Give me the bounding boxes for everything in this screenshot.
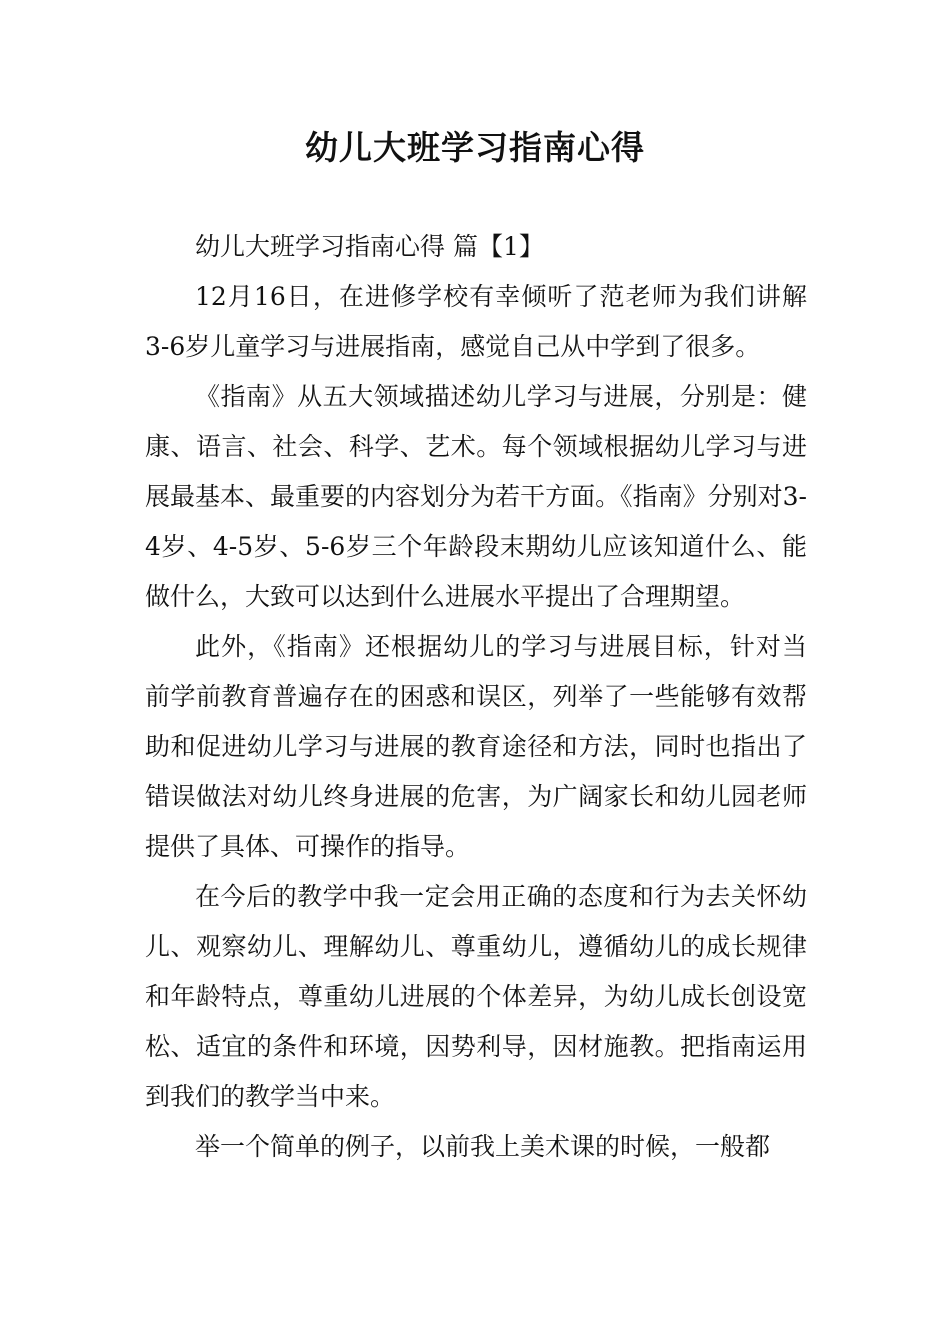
document-title: 幼儿大班学习指南心得 (305, 128, 645, 167)
paragraph: 举一个简单的例子，以前我上美术课的时候，一般都 (195, 1132, 771, 1161)
paragraph: 此外，《指南》还根据幼儿的学习与进展目标，针对当前学前教育普遍存在的困惑和误区，列举了一些能够有效帮助和促进幼儿学习与进展的教育途径和方法，同时也指出了错误做法对幼儿终身进展的危害，为广阔家长和幼儿园老师提供了具体、可操作的指导。 (145, 632, 807, 861)
paragraph: 12月16日，在进修学校有幸倾听了范老师为我们讲解3-6岁儿童学习与进展指南，感觉自己从中学到了很多。 (145, 282, 807, 361)
paragraph: 在今后的教学中我一定会用正确的态度和行为去关怀幼儿、观察幼儿、理解幼儿、尊重幼儿，遵循幼儿的成长规律和年龄特点，尊重幼儿进展的个体差异，为幼儿成长创设宽松、适宜的条件和环境，因势利导，因材施教。把指南运用到我们的教学当中来。 (145, 882, 807, 1111)
document-body (145, 222, 807, 1172)
section-heading: 幼儿大班学习指南心得 篇【1】 (195, 232, 544, 261)
paragraph: 《指南》从五大领域描述幼儿学习与进展，分别是：健康、语言、社会、科学、艺术。每个领域根据幼儿学习与进展最基本、最重要的内容划分为若干方面。《指南》分别对3-4岁、4-5岁、5-6岁三个年龄段末期幼儿应该知道什么、能做什么，大致可以达到什么进展水平提出了合理期望。 (145, 382, 807, 611)
